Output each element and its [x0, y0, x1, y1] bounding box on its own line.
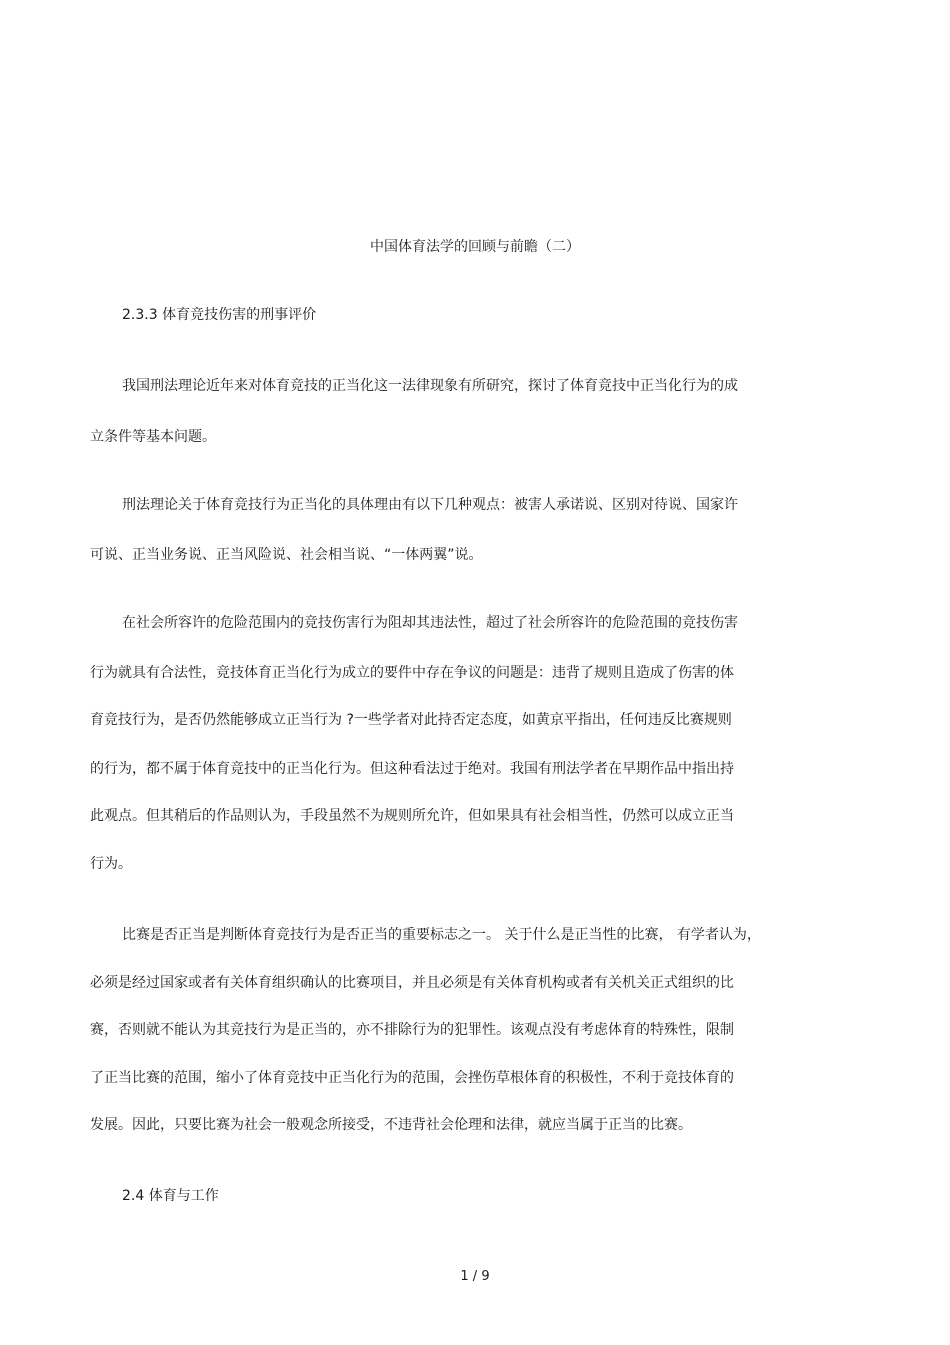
paragraph-line: 了正当比赛的范围，缩小了体育竞技中正当化行为的范围，会挫伤草根体育的积极性，不利于竞技体育的: [90, 1070, 734, 1086]
page-number: 1 / 9: [460, 1269, 490, 1284]
document-title: 中国体育法学的回顾与前瞻（二）: [370, 239, 580, 255]
paragraph-line: 必须是经过国家或者有关体育组织确认的比赛项目，并且必须是有关体育机构或者有关机关正式组织的比: [90, 975, 734, 991]
paragraph-line: 行为。: [90, 856, 132, 872]
paragraph-line: 立条件等基本问题。: [90, 429, 216, 445]
paragraph-line: 育竞技行为，是否仍然能够成立正当行为 ?一些学者对此持否定态度，如黄京平指出，任何违反比赛规则: [90, 712, 732, 728]
paragraph-line: 的行为，都不属于体育竞技中的正当化行为。但这种看法过于绝对。我国有刑法学者在早期作品中指出持: [90, 761, 734, 777]
paragraph-line: 发展。因此，只要比赛为社会一般观念所接受，不违背社会伦理和法律，就应当属于正当的比赛。: [90, 1117, 692, 1133]
section-heading: 2.4 体育与工作: [122, 1188, 219, 1204]
paragraph-line: 此观点。但其稍后的作品则认为，手段虽然不为规则所允许，但如果具有社会相当性，仍然可以成立正当: [90, 808, 734, 824]
paragraph-line: 可说、正当业务说、正当风险说、社会相当说、“一体两翼”说。: [90, 547, 483, 563]
paragraph-line: 在社会所容许的危险范围内的竞技伤害行为阻却其违法性，超过了社会所容许的危险范围的竞技伤害: [122, 615, 738, 631]
paragraph-line: 赛，否则就不能认为其竞技行为是正当的，亦不排除行为的犯罪性。该观点没有考虑体育的特殊性，限制: [90, 1022, 734, 1038]
paragraph-line: 刑法理论关于体育竞技行为正当化的具体理由有以下几种观点：被害人承诺说、区别对待说、国家许: [122, 497, 738, 513]
paragraph-line: 比赛是否正当是判断体育竞技行为是否正当的重要标志之一。 关于什么是正当性的比赛， 有学者认为，: [122, 927, 761, 943]
paragraph-line: 行为就具有合法性，竞技体育正当化行为成立的要件中存在争议的问题是：违背了规则且造成了伤害的体: [90, 665, 734, 681]
section-heading: 2.3.3 体育竞技伤害的刑事评价: [122, 307, 317, 323]
paragraph-line: 我国刑法理论近年来对体育竞技的正当化这一法律现象有所研究，探讨了体育竞技中正当化行为的成: [122, 378, 738, 394]
